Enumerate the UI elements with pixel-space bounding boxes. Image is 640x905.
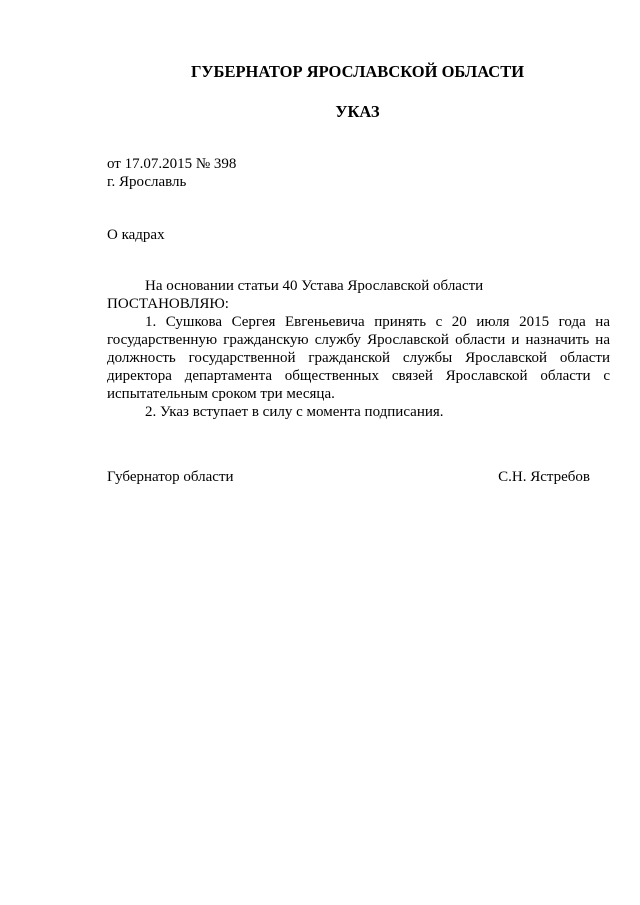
document-authority-heading: ГУБЕРНАТОР ЯРОСЛАВСКОЙ ОБЛАСТИ [190,62,525,81]
document-date-number: от 17.07.2015 № 398 [107,156,237,172]
decree-item-2: 2. Указ вступает в силу с момента подписания. [145,404,444,420]
document-body [107,277,610,421]
decree-item-1: 1. Сушкова Сергея Евгеньевича принять с 20 июля 2015 года на государственную гражданскую службу Ярославской области и назначить на должность государственной гражданской службы Ярославской области директора департамента общественных связей Ярославской области с испытательным сроком три месяца. [107,314,610,402]
document-city: г. Ярославль [107,174,187,190]
signatory-name: С.Н. Ястребов [498,469,590,485]
basis-paragraph: На основании статьи 40 Устава Ярославской области [145,278,484,294]
document-type-heading: УКАЗ [335,102,380,121]
signatory-position: Губернатор области [107,469,234,485]
signature-block [107,468,590,486]
document-subject: О кадрах [107,227,165,243]
decree-word: ПОСТАНОВЛЯЮ: [107,296,229,312]
